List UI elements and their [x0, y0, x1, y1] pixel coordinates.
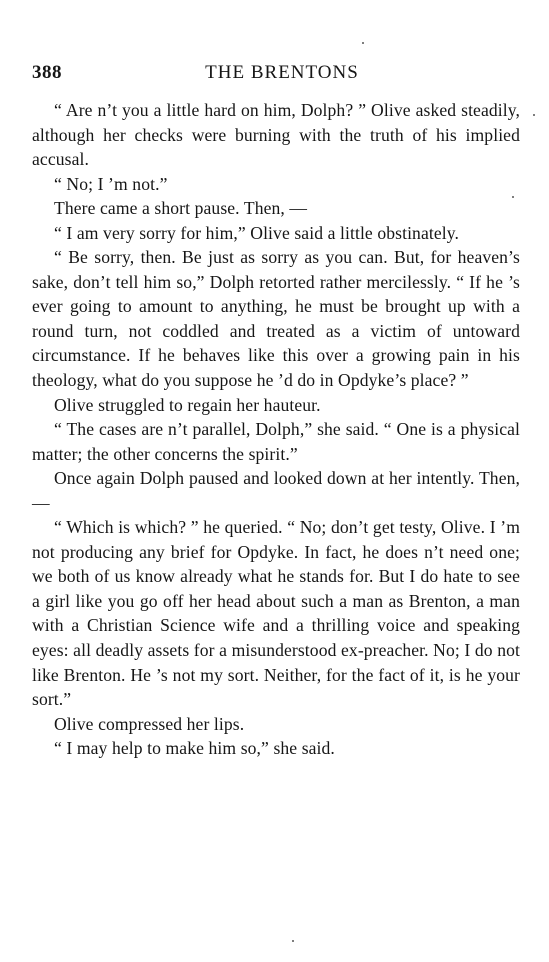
paragraph: There came a short pause. Then, — — [54, 198, 308, 219]
paragraph: Olive compressed her lips. — [54, 713, 245, 734]
paragraph: “ Are n’t you a little hard on him, Dolph? ” Olive asked steadily, although her checks were burning with the truth of his implied accusal. — [32, 100, 520, 170]
scan-speck — [292, 940, 294, 942]
running-title: THE BRENTONS — [205, 62, 359, 83]
paragraph: Olive struggled to regain her hauteur. — [54, 394, 321, 415]
scan-speck — [512, 196, 514, 198]
paragraph: “ Which is which? ” he queried. “ No; don’t get testy, Olive. I ’m not producing any brief for Opdyke. In fact, he does n’t need one; we both of us know already what he stands for. But I do hate to see a girl like you go off her head about such a man as Brenton, a man with a Christian Science wife and a thrilling voice and speaking eyes: all deadly assets for a misunderstood ex-preacher. No; I do not like Brenton. He ’s not my sort. Neither, for the fact of it, is he your sort.” — [32, 517, 520, 710]
paragraph: “ I am very sorry for him,” Olive said a little obstinately. — [54, 222, 460, 243]
paragraph: Once again Dolph paused and looked down at her intently. Then, — — [32, 468, 520, 513]
scan-speck — [533, 114, 535, 116]
body-text — [32, 98, 520, 761]
paragraph: “ No; I ’m not.” — [54, 173, 168, 194]
paragraph: “ The cases are n’t parallel, Dolph,” she said. “ One is a physical matter; the other concerns the spirit.” — [32, 419, 520, 464]
paragraph: “ Be sorry, then. Be just as sorry as you can. But, for heaven’s sake, don’t tell him so,” Dolph retorted rather mercilessly. “ If he ’s ever going to amount to anything, he must be brought up with a round turn, not coddled and treated as a victim of untoward circumstance. If he behaves like this over a growing pain in his theology, what do you suppose he ’d do in Opdyke’s place? ” — [32, 247, 520, 391]
running-head — [32, 62, 522, 92]
page-number: 388 — [32, 62, 62, 83]
paragraph: “ I may help to make him so,” she said. — [54, 738, 335, 759]
scan-speck — [362, 42, 364, 44]
